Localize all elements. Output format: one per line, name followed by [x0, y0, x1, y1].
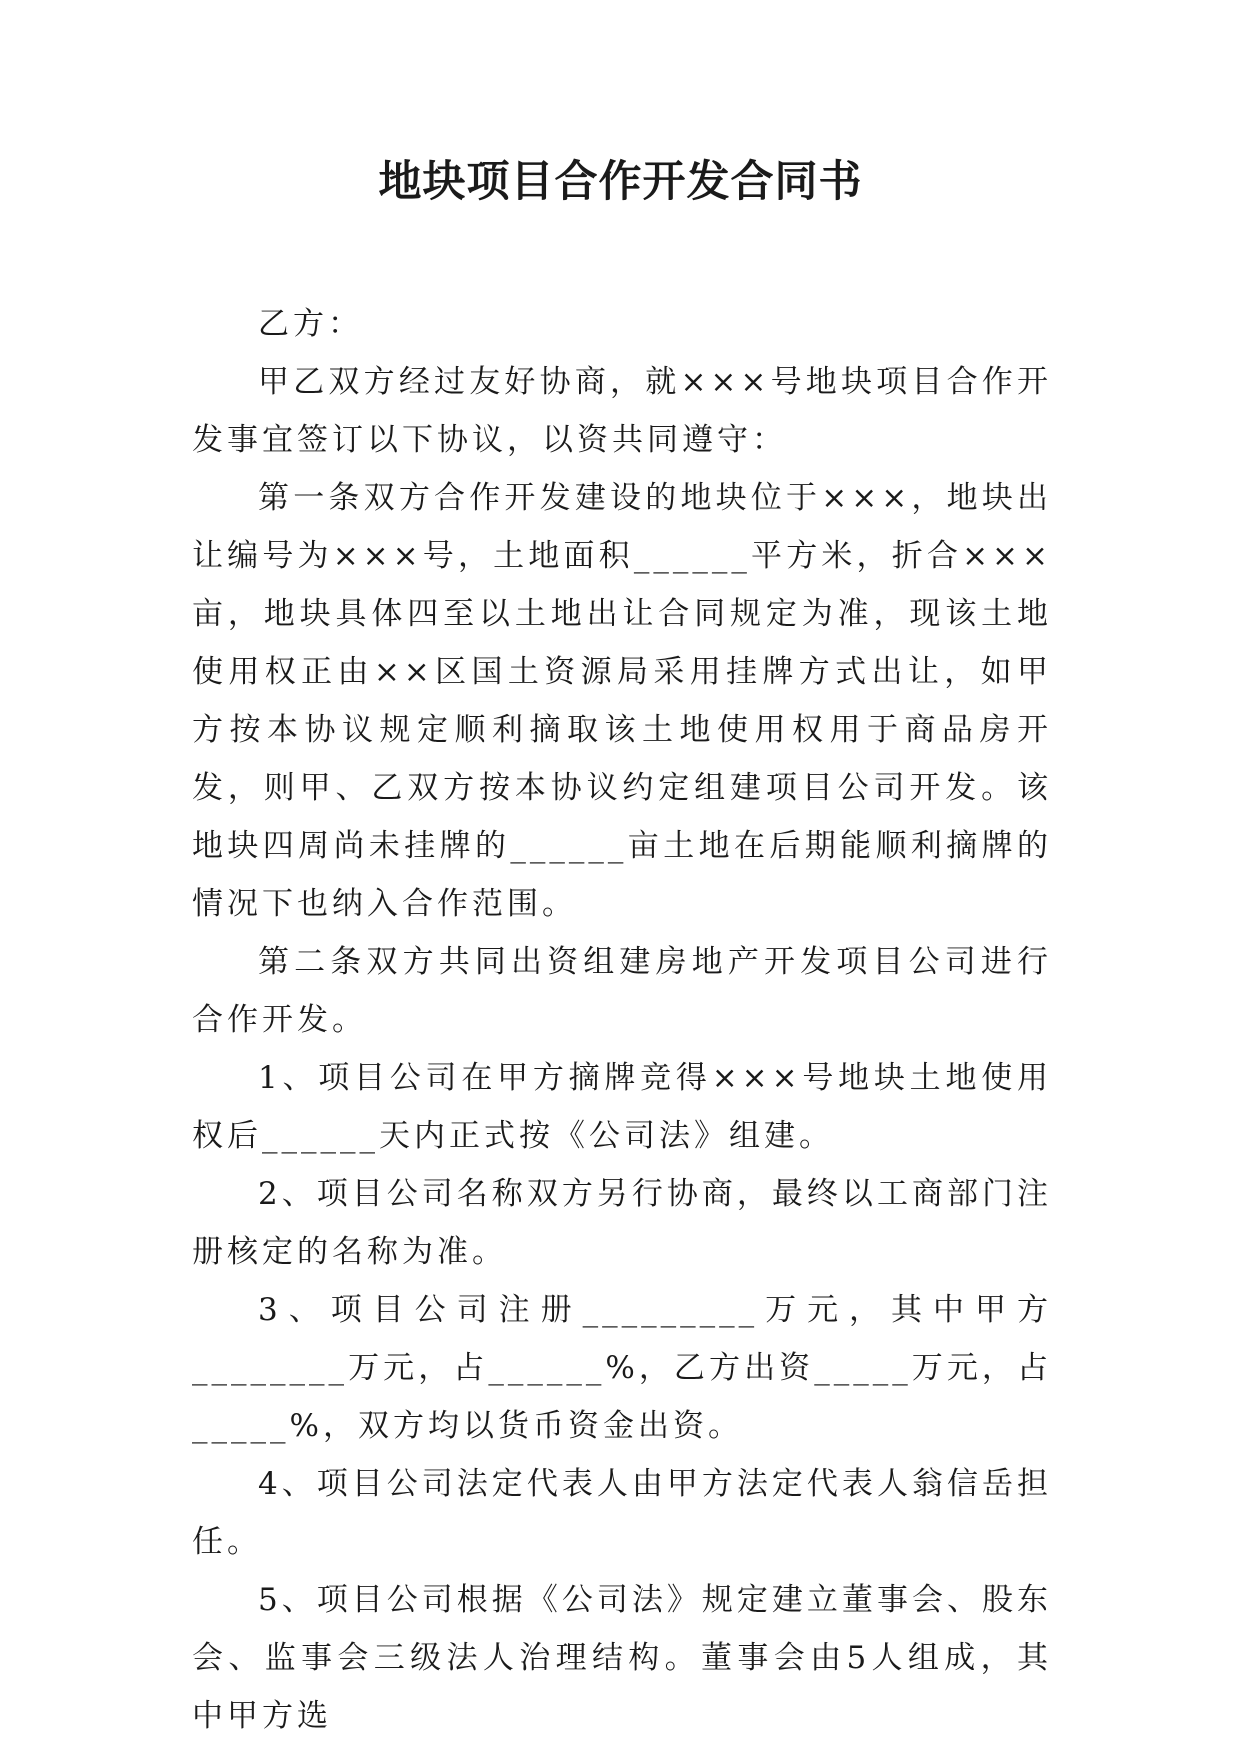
document-title: 地块项目合作开发合同书 — [378, 157, 863, 207]
preamble-paragraph: 甲乙双方经过友好协商，就×××号地块项目合作开发事宜签订以下协议，以资共同遵守： — [192, 364, 1052, 458]
clause-4-paragraph: 4、项目公司法定代表人由甲方法定代表人翁信岳担任。 — [192, 1466, 1052, 1560]
clause-1-paragraph: 1、项目公司在甲方摘牌竞得×××号地块土地使用权后______天内正式按《公司法》组建。 — [192, 1060, 1052, 1154]
article-1-paragraph: 第一条双方合作开发建设的地块位于×××，地块出让编号为×××号，土地面积______平方米，折合×××亩，地块具体四至以土地出让合同规定为准，现该土地使用权正由××区国土资源局采用挂牌方式出让，如甲方按本协议规定顺利摘取该土地使用权用于商品房开发，则甲、乙双方按本协议约定组建项目公司开发。该地块四周尚未挂牌的______亩土地在后期能顺利摘牌的情况下也纳入合作范围。 — [192, 480, 1052, 922]
article-2-paragraph: 第二条双方共同出资组建房地产开发项目公司进行合作开发。 — [192, 944, 1052, 1038]
clause-2-paragraph: 2、项目公司名称双方另行协商，最终以工商部门注册核定的名称为准。 — [192, 1176, 1052, 1270]
clause-3-paragraph: 3、项目公司注册_________万元，其中甲方________万元，占______%，乙方出资_____万元，占_____%，双方均以货币资金出资。 — [192, 1292, 1052, 1444]
document-body — [192, 295, 1052, 1745]
party-b-line: 乙方： — [258, 306, 363, 342]
clause-5-paragraph: 5、项目公司根据《公司法》规定建立董事会、股东会、监事会三级法人治理结构。董事会由5人组成，其中甲方选 — [192, 1582, 1052, 1734]
